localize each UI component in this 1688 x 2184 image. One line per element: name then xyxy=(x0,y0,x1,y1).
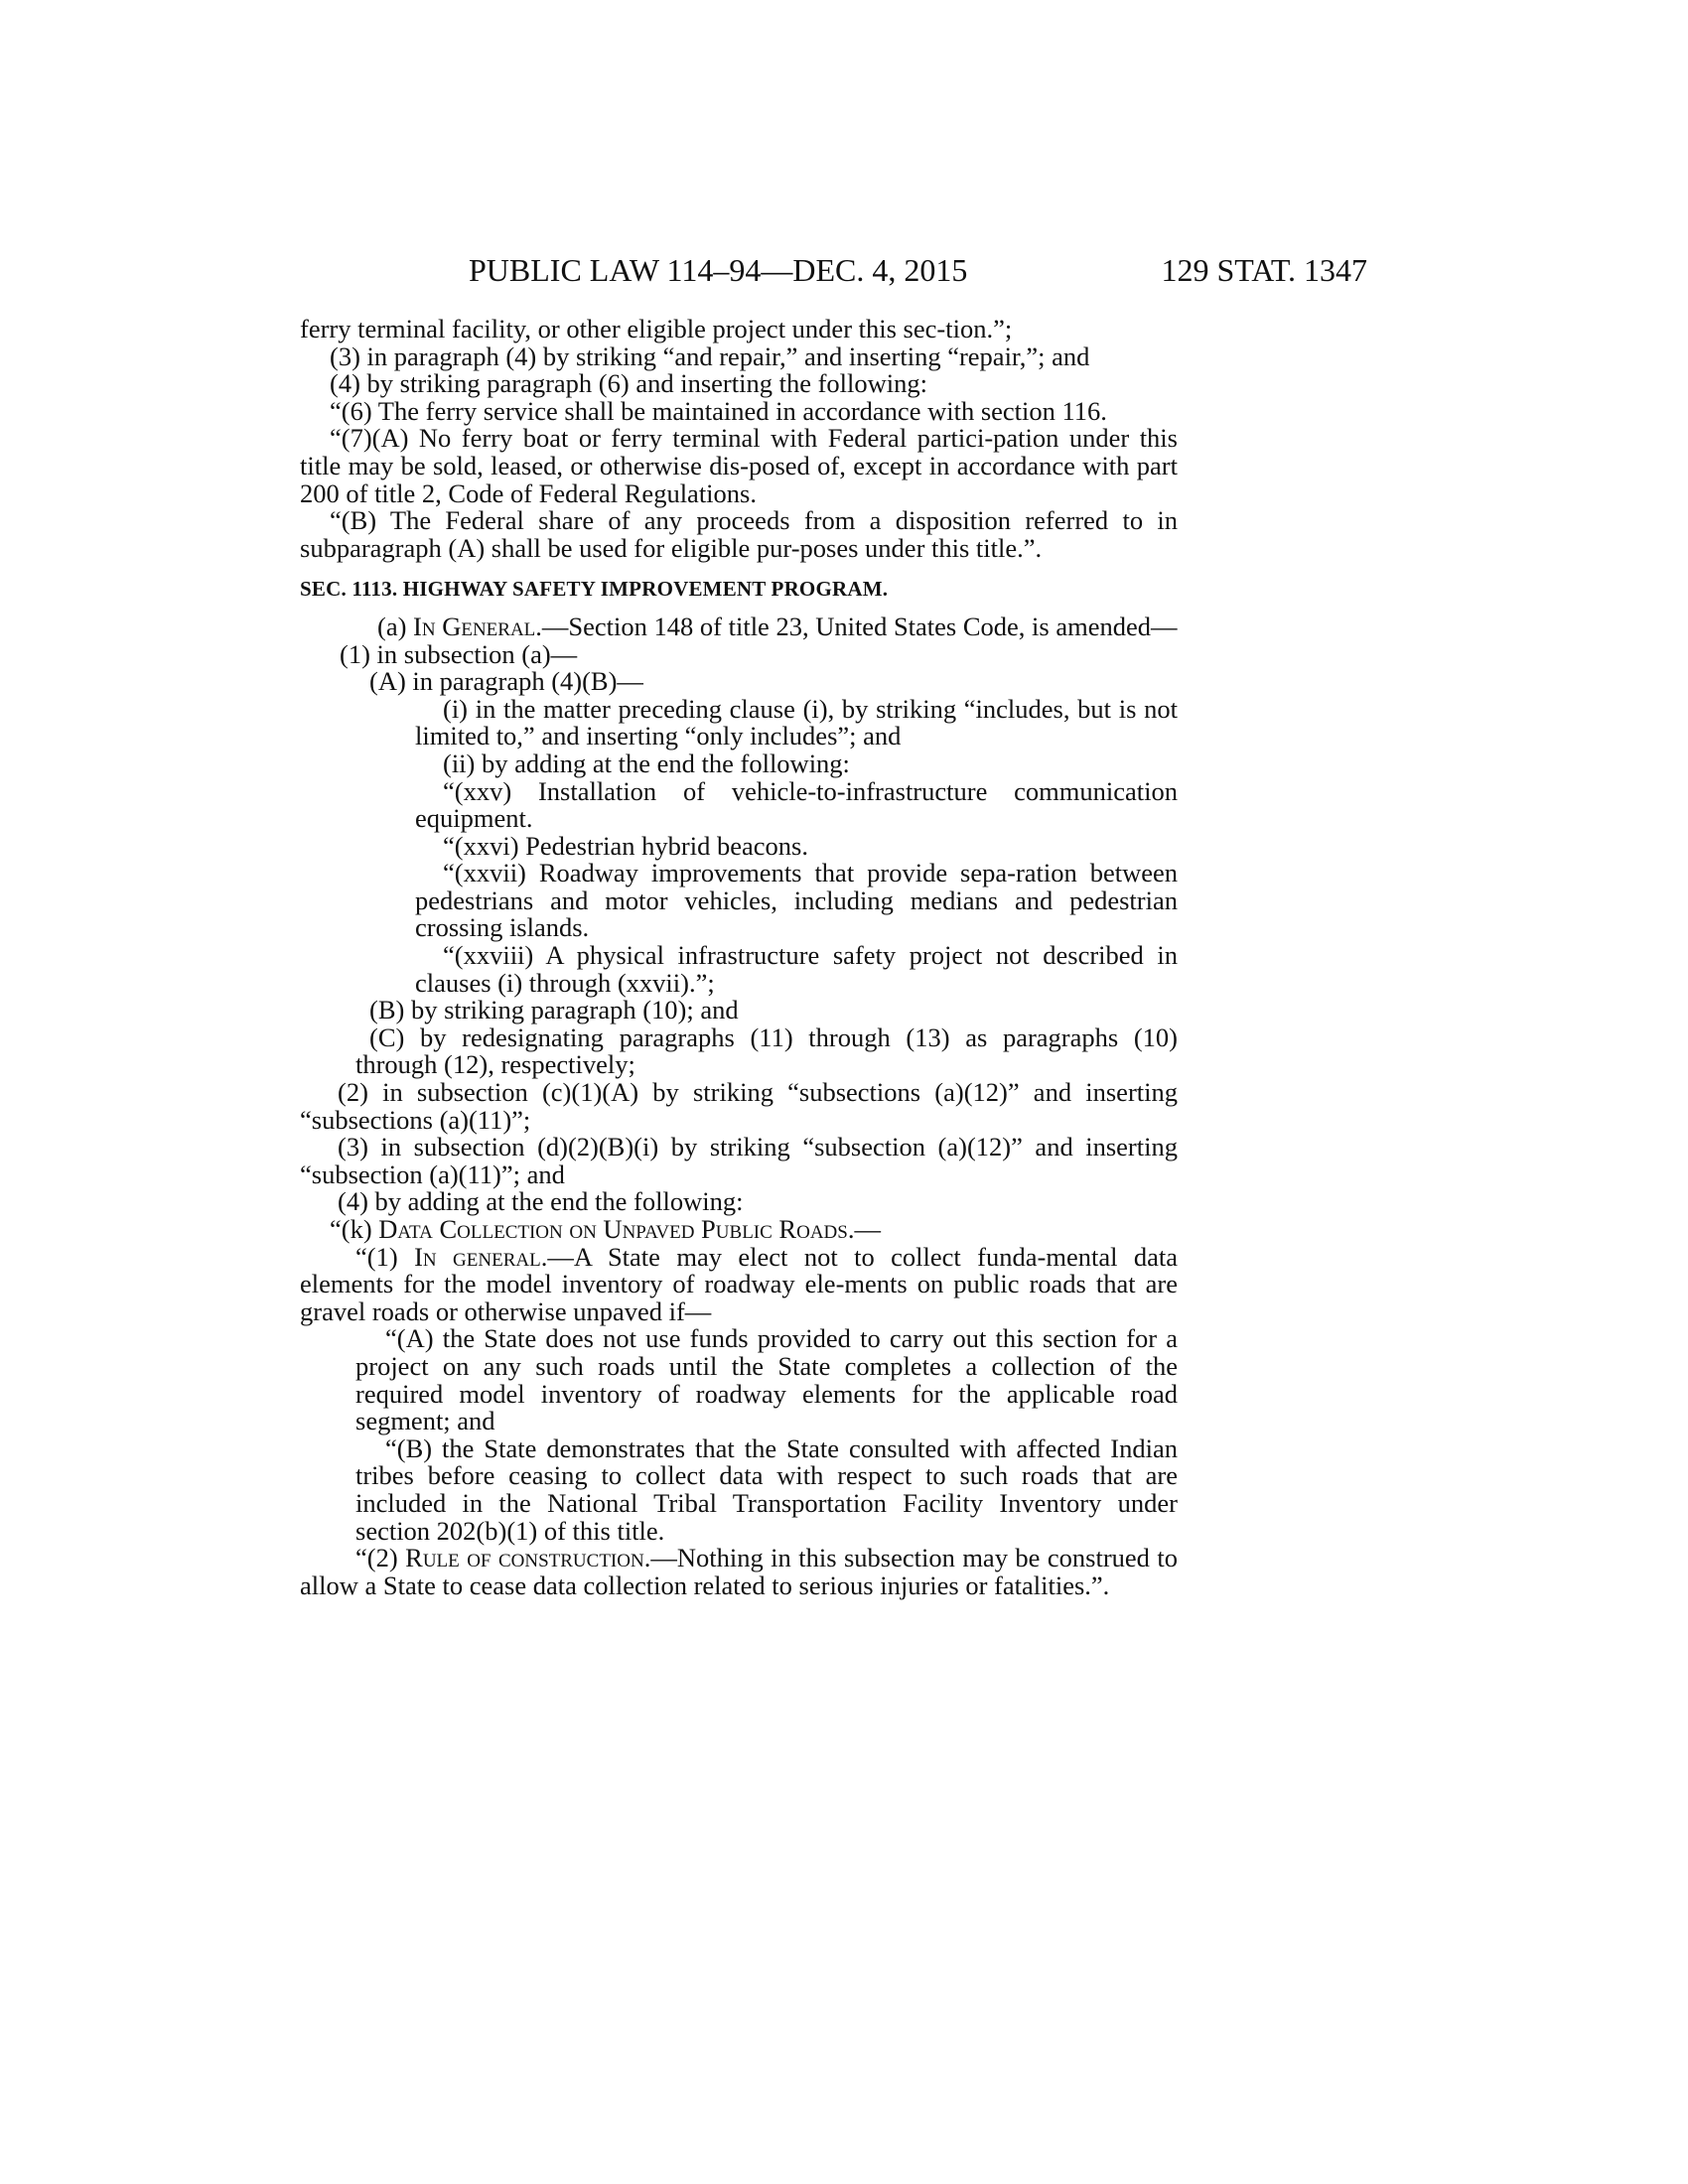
paragraph: “(xxv) Installation of vehicle-to-infrastructure communication equipment. xyxy=(415,775,1178,834)
paragraph: ferry terminal facility, or other eligible project under this sec-tion.”; xyxy=(300,314,1013,343)
paragraph: “(B) The Federal share of any proceeds from a disposition referred to in subparagraph (A) shall be used for eligible pur-poses under this title.”. xyxy=(300,505,1178,563)
paragraph: (B) by striking paragraph (10); and xyxy=(369,995,739,1025)
paragraph: “(1) In general.—A State may elect not to collect funda-mental data elements for the model inventory of roadway ele-ments on public roads that are gravel roads or otherwise unpaved if— xyxy=(300,1241,1178,1326)
running-header xyxy=(469,248,1367,292)
paragraph: (4) by adding at the end the following: xyxy=(338,1186,744,1217)
paragraph: (2) in subsection (c)(1)(A) by striking “subsections (a)(12)” and inserting “subsections (a)(11)”; xyxy=(300,1077,1178,1135)
paragraph: “(xxviii) A physical infrastructure safety project not described in clauses (i) through (xxvii).”; xyxy=(415,940,1178,998)
paragraph: (3) in paragraph (4) by striking “and repair,” and inserting “repair,”; and xyxy=(330,341,1090,371)
section-heading: SEC. 1113. HIGHWAY SAFETY IMPROVEMENT PROGRAM. xyxy=(300,577,889,602)
paragraph: (ii) by adding at the end the following: xyxy=(443,748,850,778)
paragraph: (A) in paragraph (4)(B)— xyxy=(369,666,643,697)
paragraph: (a) In General.—Section 148 of title 23, United States Code, is amended— xyxy=(377,611,1178,641)
paragraph: (4) by striking paragraph (6) and inserting the following: xyxy=(330,368,927,399)
paragraph: (C) by redesignating paragraphs (11) through (13) as paragraphs (10) through (12), respectively; xyxy=(355,1022,1178,1080)
paragraph: “(7)(A) No ferry boat or ferry terminal with Federal partici-pation under this title may be sold, leased, or otherwise dis-posed of, except in accordance with part 200 of title 2, Code of Federal Regulations. xyxy=(300,423,1178,508)
paragraph: “(xxvi) Pedestrian hybrid beacons. xyxy=(443,830,808,861)
statute-page-number: 129 STAT. 1347 xyxy=(1161,252,1367,288)
document-body xyxy=(300,316,1178,1599)
paragraph: “(A) the State does not use funds provided to carry out this section for a project on any such roads until the State completes a collection of the required model inventory of roadway elements for the applicable road segment; and xyxy=(355,1323,1178,1436)
paragraph: (1) in subsection (a)— xyxy=(340,638,578,669)
paragraph: “(k) Data Collection on Unpaved Public Roads.— xyxy=(330,1214,881,1244)
paragraph: “(2) Rule of construction.—Nothing in this subsection may be construed to allow a State to cease data collection related to serious injuries or fatalities.”. xyxy=(300,1543,1178,1600)
public-law-title: PUBLIC LAW 114–94—DEC. 4, 2015 xyxy=(469,252,968,288)
paragraph: “(xxvii) Roadway improvements that provide sepa-ration between pedestrians and motor vehicles, including medians and pedestrian crossing islands. xyxy=(415,858,1178,943)
paragraph: (3) in subsection (d)(2)(B)(i) by striking “subsection (a)(12)” and inserting “subsection (a)(11)”; and xyxy=(300,1132,1178,1189)
paragraph: “(B) the State demonstrates that the State consulted with affected Indian tribes before ceasing to collect data with respect to such roads that are included in the National Tribal Transportation Facility Inventory under section 202(b)(1) of this title. xyxy=(355,1433,1178,1546)
paragraph: (i) in the matter preceding clause (i), by striking “includes, but is not limited to,” and inserting “only includes”; and xyxy=(415,693,1178,751)
paragraph: “(6) The ferry service shall be maintained in accordance with section 116. xyxy=(330,395,1107,426)
